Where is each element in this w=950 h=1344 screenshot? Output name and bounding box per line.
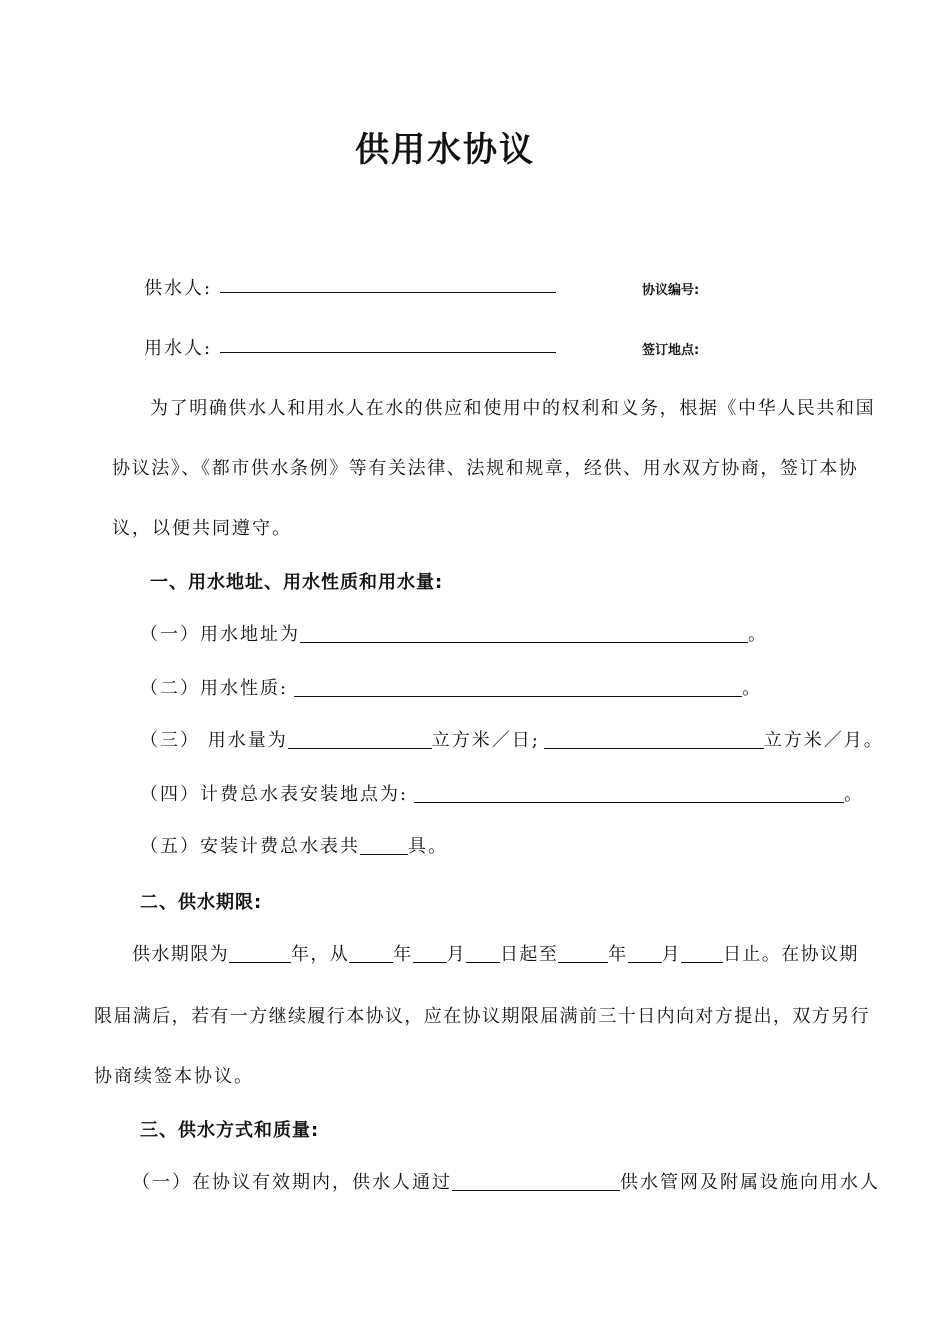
term-years-blank[interactable]: [229, 944, 291, 963]
end-month-blank[interactable]: [628, 944, 662, 963]
sign-place-label: 签订地点:: [642, 343, 700, 358]
start-year-blank[interactable]: [349, 944, 393, 963]
supplier-label: 供水人:: [144, 278, 213, 299]
section1-heading: 一、用水地址、用水性质和用水量:: [150, 572, 444, 593]
section2-heading: 二、供水期限:: [140, 892, 263, 913]
section2-line-1: 供水期限为 年，从 年 月 日起至 年 月 日止。在协议期: [132, 944, 859, 965]
water-nature-blank[interactable]: [294, 678, 742, 697]
supplier-blank[interactable]: [220, 292, 556, 293]
start-month-blank[interactable]: [413, 944, 447, 963]
section3-item1: （一）在协议有效期内，供水人通过 供水管网及附属设施向用水人: [132, 1172, 880, 1193]
section1-item2: （二）用水性质: 。: [140, 678, 763, 699]
user-blank[interactable]: [220, 352, 556, 353]
water-address-blank[interactable]: [300, 624, 748, 643]
end-day-blank[interactable]: [681, 944, 723, 963]
page-title: 供用水协议: [355, 130, 535, 170]
meter-location-blank[interactable]: [414, 784, 844, 803]
supply-network-blank[interactable]: [452, 1172, 620, 1191]
intro-line-1: 为了明确供水人和用水人在水的供应和使用中的权利和义务，根据《中华人民共和国: [150, 398, 876, 419]
intro-line-3: 议，以便共同遵守。: [112, 518, 292, 539]
section2-line-3: 协商续签本协议。: [94, 1066, 254, 1087]
section1-item5: （五）安装计费总水表共 具。: [140, 836, 448, 857]
section3-heading: 三、供水方式和质量:: [140, 1120, 320, 1141]
section1-item1: （一）用水地址为 。: [140, 624, 768, 645]
start-day-blank[interactable]: [466, 944, 500, 963]
section2-line-2: 限届满后，若有一方继续履行本协议，应在协议期限届满前三十日内向对方提出，双方另行: [94, 1006, 870, 1027]
section1-item4: （四）计费总水表安装地点为: 。: [140, 784, 865, 805]
meter-count-blank[interactable]: [360, 836, 408, 855]
end-year-blank[interactable]: [558, 944, 608, 963]
section1-item3: （三） 用水量为 立方米／日; 立方米／月。: [140, 730, 884, 751]
intro-line-2: 协议法》、《都市供水条例》等有关法律、法规和规章，经供、用水双方协商，签订本协: [112, 458, 859, 479]
monthly-volume-blank[interactable]: [544, 730, 764, 749]
user-label: 用水人:: [144, 338, 213, 359]
daily-volume-blank[interactable]: [288, 730, 432, 749]
agreement-no-label: 协议编号:: [642, 283, 700, 298]
